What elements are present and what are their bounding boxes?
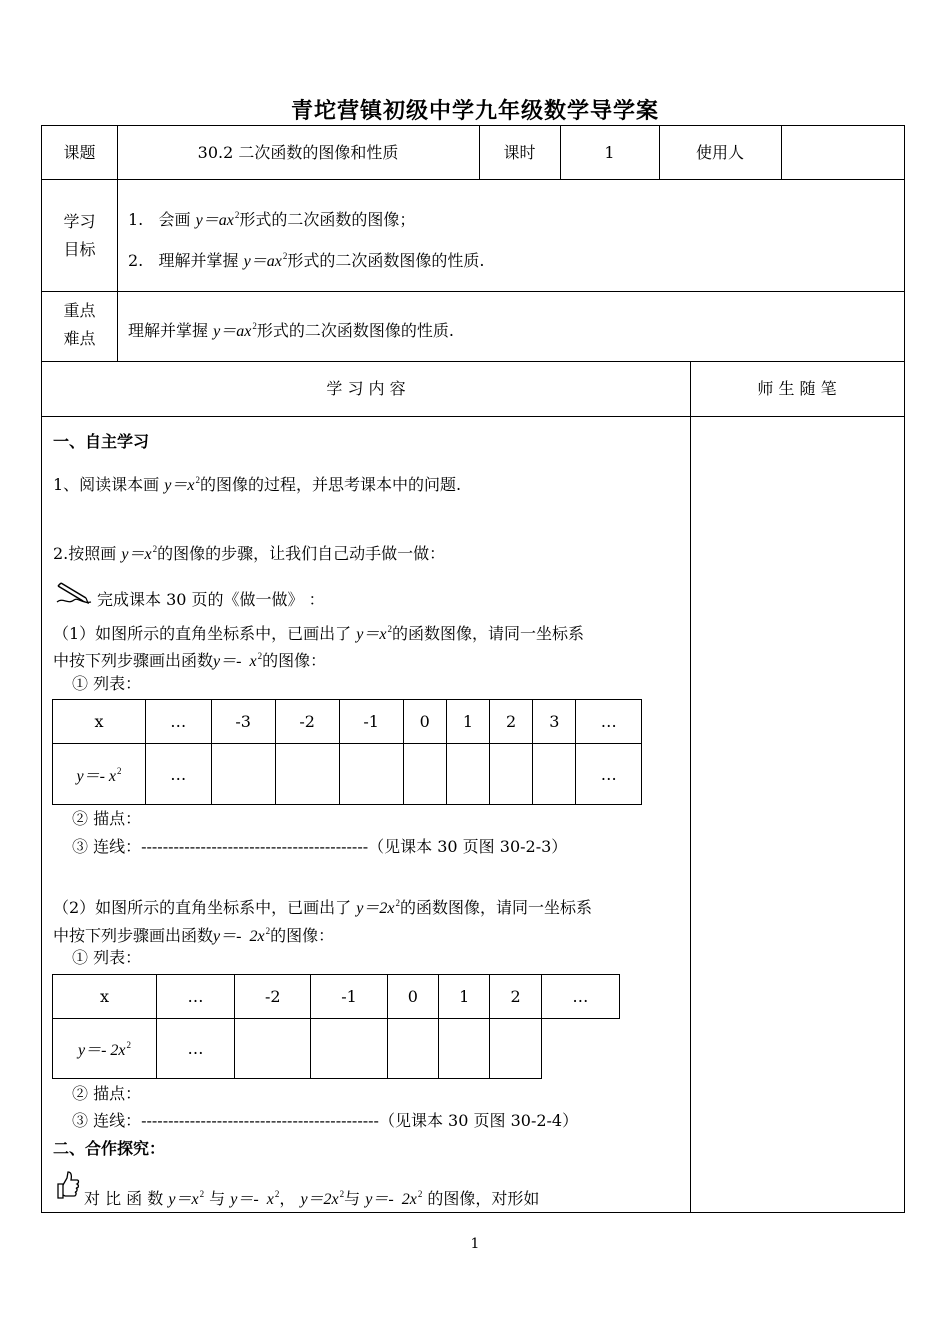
section1-heading: 一、自主学习 (53, 432, 150, 451)
section2-para: 对 比 函 数 $y=x^2$ 与 y＝- $x^2$， $y=2x^2$与 y＝- $2x^2$ 的图像，对形如 (84, 1189, 540, 1208)
period-label: 课时 (503, 143, 536, 162)
table-row (53, 1019, 620, 1079)
q1-step-connect: ③ 连线：------------------------------------------（见课本 30 页图 30-2-3） (72, 837, 568, 856)
goals-label-1: 学习 (63, 212, 96, 231)
table-cell (403, 744, 446, 805)
table-cell: -1 (339, 700, 403, 744)
table-cell (211, 744, 275, 805)
table-row (53, 700, 642, 744)
table-row (53, 744, 642, 805)
table-cell: … (146, 744, 212, 805)
value-table-1 (52, 699, 642, 805)
thumbs-up-icon (54, 1170, 80, 1200)
table-cell: 1 (439, 975, 490, 1019)
goals-label-2: 目标 (63, 240, 96, 259)
table-cell (235, 1019, 311, 1079)
table-cell (490, 744, 533, 805)
question-2-line-1: （2）如图所示的直角坐标系中，已画出了 $y=2x^2$的函数图像，请同一坐标系 (53, 898, 593, 917)
keypoints-label-2: 难点 (63, 329, 96, 348)
question-1-line-2: 中按下列步骤画出函数y＝- $x^2$的图像： (53, 651, 327, 670)
page-title: 青坨营镇初级中学九年级数学导学案 (290, 99, 659, 124)
content-column-heading: 学 习 内 容 (326, 379, 406, 398)
table-cell: … (576, 700, 642, 744)
table-cell: … (157, 1019, 235, 1079)
user-label: 使用人 (695, 143, 744, 162)
table-row (53, 975, 620, 1019)
table-cell (439, 1019, 490, 1079)
section1-para-1: 1、阅读课本画 $y=x^2$的图像的过程，并思考课本中的问题. (53, 475, 462, 494)
table-cell: -2 (235, 975, 311, 1019)
topic-value: 30.2 二次函数的图像和性质 (197, 143, 399, 162)
table-cell: … (157, 975, 235, 1019)
table-cell: 0 (387, 975, 438, 1019)
table-cell (311, 1019, 387, 1079)
table-cell: … (146, 700, 212, 744)
q1-step-list: ① 列表： (72, 674, 142, 693)
table-cell (533, 744, 576, 805)
table-cell: -1 (311, 975, 387, 1019)
table-cell: 2 (490, 700, 533, 744)
table-cell: 3 (533, 700, 576, 744)
period-value: 1 (604, 143, 615, 162)
table-cell: -2 (275, 700, 339, 744)
section2-heading: 二、合作探究： (53, 1139, 166, 1158)
page-number: 1 (470, 1236, 480, 1252)
table-cell: … (576, 744, 642, 805)
question-2-line-2: 中按下列步骤画出函数y＝- $2x^2$的图像： (53, 926, 335, 945)
notes-column-heading: 师 生 随 笔 (757, 379, 837, 398)
question-1-line-1: （1）如图所示的直角坐标系中，已画出了 $y=x^2$的函数图像，请同一坐标系 (53, 624, 585, 643)
table-cell: -3 (211, 700, 275, 744)
table-cell: x (53, 700, 146, 744)
table-cell: 2 (490, 975, 541, 1019)
task-text: 完成课本 30 页的《做一做》 ： (97, 590, 325, 609)
table-cell: x (53, 975, 157, 1019)
table-row-label: y＝- $x^2$ (53, 744, 146, 805)
q1-step-plot: ② 描点： (72, 809, 142, 828)
pen-writing-icon (55, 580, 93, 606)
table-cell (490, 1019, 541, 1079)
table-cell (339, 744, 403, 805)
section1-para-2: 2.按照画 $y=x^2$的图像的步骤，让我们自己动手做一做： (53, 544, 446, 563)
table-cell (387, 1019, 438, 1079)
table-cell: 0 (403, 700, 446, 744)
keypoints-label-1: 重点 (63, 301, 96, 320)
goal-item-1: 1. 会画 $y=ax^2$形式的二次函数的图像； (128, 210, 416, 229)
table-cell (275, 744, 339, 805)
topic-label: 课题 (63, 143, 96, 162)
q2-step-plot: ② 描点： (72, 1084, 142, 1103)
table-row-label: y＝- $2x^2$ (53, 1019, 157, 1079)
keypoints-text: 理解并掌握 $y=ax^2$形式的二次函数图像的性质. (128, 321, 454, 340)
table-cell (446, 744, 489, 805)
worksheet-table (41, 125, 905, 1213)
table-cell: 1 (446, 700, 489, 744)
q2-step-connect: ③ 连线：--------------------------------------------（见课本 30 页图 30-2-4） (72, 1111, 579, 1130)
goal-item-2: 2. 理解并掌握 $y=ax^2$形式的二次函数图像的性质. (128, 251, 485, 270)
q2-step-list: ① 列表： (72, 948, 142, 967)
value-table-2 (52, 974, 620, 1079)
table-cell: … (541, 975, 619, 1019)
